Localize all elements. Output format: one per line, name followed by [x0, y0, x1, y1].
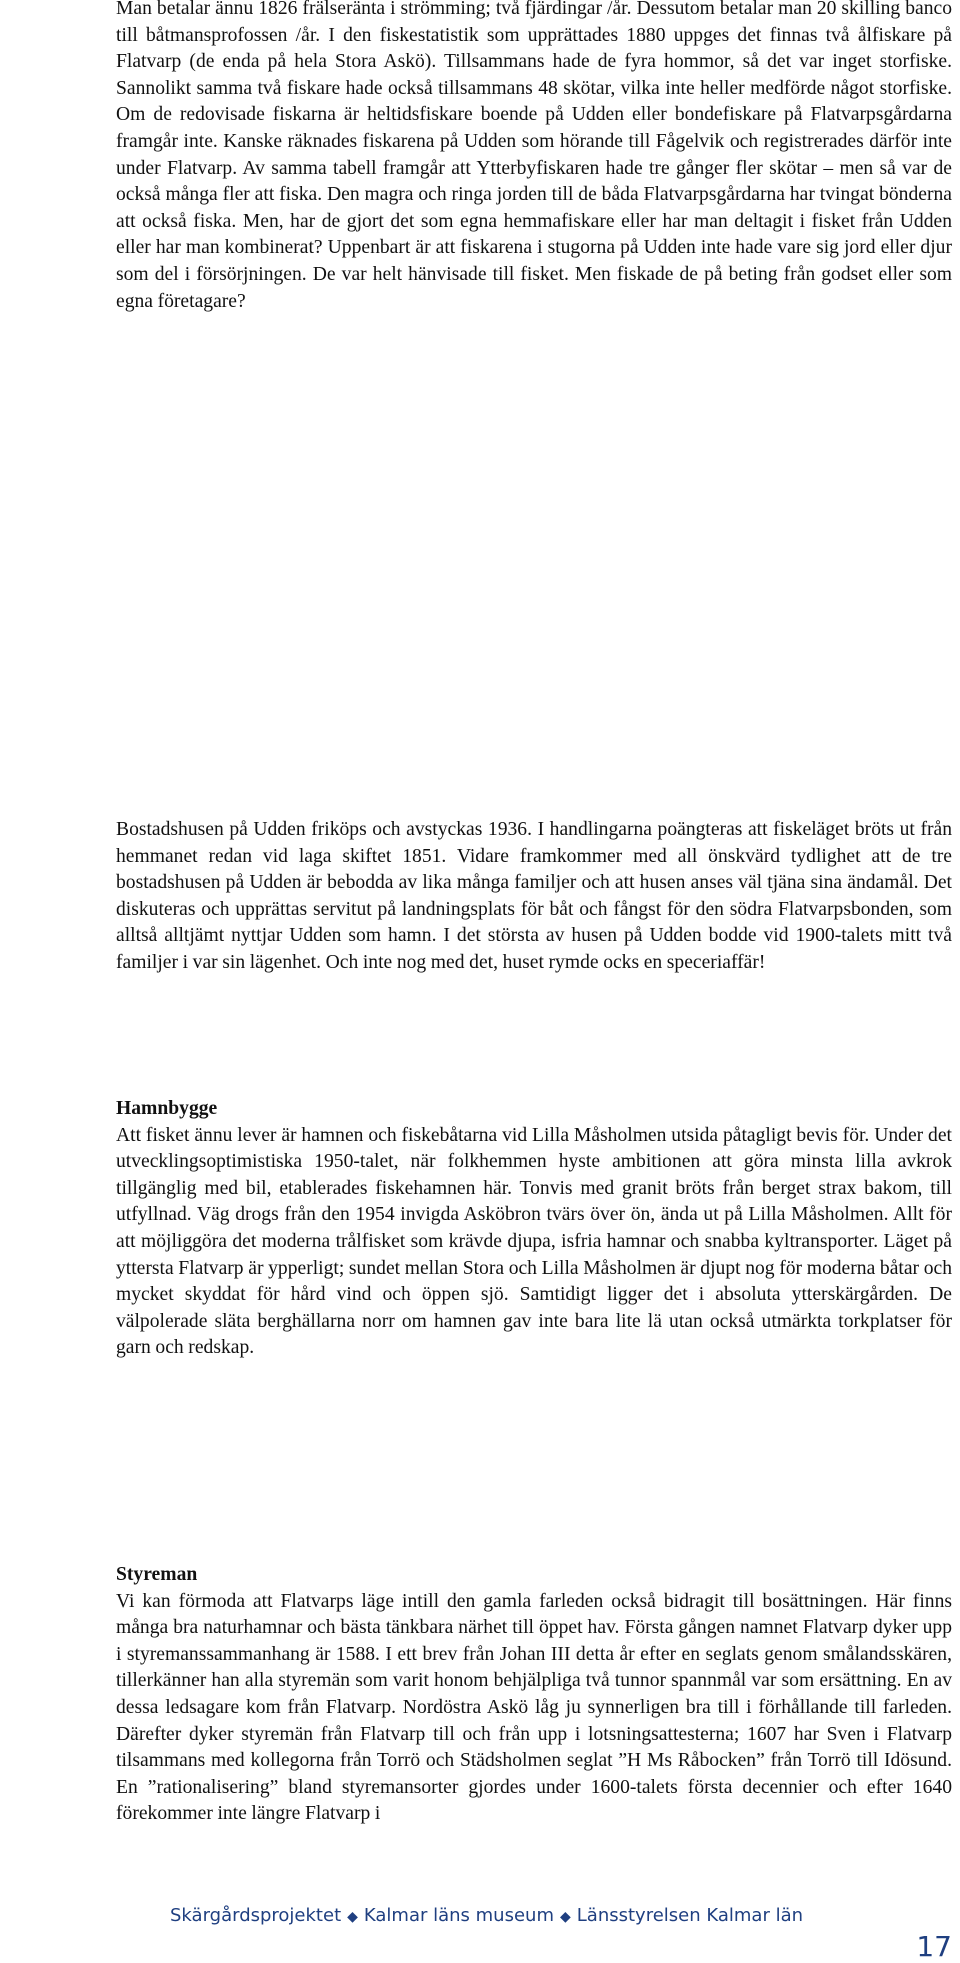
page-number: 17 — [916, 1930, 952, 1963]
footer-museum: Kalmar läns museum — [363, 1905, 554, 1926]
page-footer — [170, 1905, 803, 1926]
section-body-hamnbygge: Att fisket ännu lever är hamnen och fiskebåtarna vid Lilla Måsholmen utsida påtagligt bevis för. Under det utvecklingsoptimistiska 1950-talet, när folkhemmen hyste ambitionen att göra minsta lilla avkrok tillgänglig med bil, etablerades fiskehamnen här. Tonvis med granit bröts från berget strax bakom, till utfyllnad. Väg drogs från den 1954 invigda Asköbron tvärs över ön, ända ut på Lilla Måsholmen. Allt för att möjliggöra det moderna trålfisket som krävde djupa, isfria hamnar och snabba kyltransporter. Läget på yttersta Flatvarp är ypperligt; sundet mellan Stora och Lilla Måsholmen är djupt nog för moderna båtar och mycket skyddat för hård vind och öppen sjö. Samtidigt ligger det i absoluta ytterskärgården. De välpolerade släta berghällarna norr om hamnen gav inte bara lite lä utan också utmärkta torkplatser för garn och redskap. — [116, 1124, 952, 1359]
footer-county-board: Länsstyrelsen Kalmar län — [576, 1905, 804, 1926]
paragraph-fishing-statistics: Man betalar ännu 1826 frälseränta i strömming; två fjärdingar /år. Dessutom betalar man 20 skilling banco till båtmansprofossen /år. I den fiskestatistik som upprättades 1880 uppges det finnas två ålfiskare på Flatvarp (de enda på hela Stora Askö). Tillsammans hade de fyra hommor, så det var inget storfiske. Sannolikt samma två fiskare hade också tillsammans 48 skötar, vilka inte heller medförde något storfiske. Om de redovisade fiskarna är heltidsfiskare boende på Udden eller bondefiskare på Flatvarpsgårdarna framgår inte. Kanske räknades fiskarena på Udden som hörande till Fågelvik och registrerades därför inte under Flatvarp. Av samma tabell framgår att Ytterbyfiskaren hade tre gånger fler skötar – men så var de också många fler att fiska. Den magra och ringa jorden till de båda Flatvarpsgårdarna har tvingat bönderna att också fiska. Men, har de gjort det som egna hemmafiskare eller har man deltagit i fisket från Udden eller har man kombinerat? Uppenbart är att fiskarena i stugorna på Udden inte hade vare sig jord eller djur som del i försörjningen. De var helt hänvisade till fisket. Men fiskade de på beting från godset eller som egna företagare? — [116, 0, 952, 312]
section-heading-hamnbygge: Hamnbygge — [116, 1098, 218, 1119]
section-styreman — [116, 1562, 952, 1828]
section-hamnbygge — [116, 1096, 952, 1362]
section-heading-styreman: Styreman — [116, 1564, 198, 1585]
section-body-styreman: Vi kan förmoda att Flatvarps läge intill den gamla farleden också bidragit till bosättningen. Här finns många bra naturhamnar och bästa tänkbara närhet till öppet hav. Första gången namnet Flatvarp dyker upp i styremanssammanhang är 1588. I ett brev från Johan III detta år efter en seglats genom smålandsskären, tillerkänner han alla styremän som varit honom behjälpliga två tunnor spannmål var som ersättning. En av dessa ledsagare kom från Flatvarp. Nordöstra Askö låg ju synnerligen bra till i förhållande till farleden. Därefter dyker styremän från Flatvarp till och från upp i lotsningsattesterna; 1607 har Sven i Flatvarp tilsammans med kollegorna från Torrö och Städsholmen seglat ”H Ms Råbocken” från Torrö till Idösund. En ”rationalisering” bland styremansorter gjordes under 1600-talets första decennier och efter 1640 förekommer inte längre Flatvarp i — [116, 1590, 952, 1825]
diamond-separator-icon: ◆ — [347, 1909, 358, 1925]
diamond-separator-icon: ◆ — [560, 1909, 571, 1925]
paragraph-udden-houses: Bostadshusen på Udden friköps och avstyckas 1936. I handlingarna poängteras att fiskeläget bröts ut från hemmanet redan vid laga skiftet 1851. Vidare framkommer med all önskvärd tydlighet att de tre bostadshusen på Udden är bebodda av lika många familjer och att husen anses väl tjäna sina ändamål. Det diskuteras och upprättas servitut på landningsplats för båt och fångst för den södra Flatvarpsbonden, som alltså alltjämt nyttjar Udden som hamn. I det största av husen på Udden bodde vid 1900-talets mitt två familjer i var sin lägenhet. Och inte nog med det, huset rymde ocks en speceriaffär! — [116, 819, 952, 973]
footer-project: Skärgårdsprojektet — [170, 1905, 342, 1926]
